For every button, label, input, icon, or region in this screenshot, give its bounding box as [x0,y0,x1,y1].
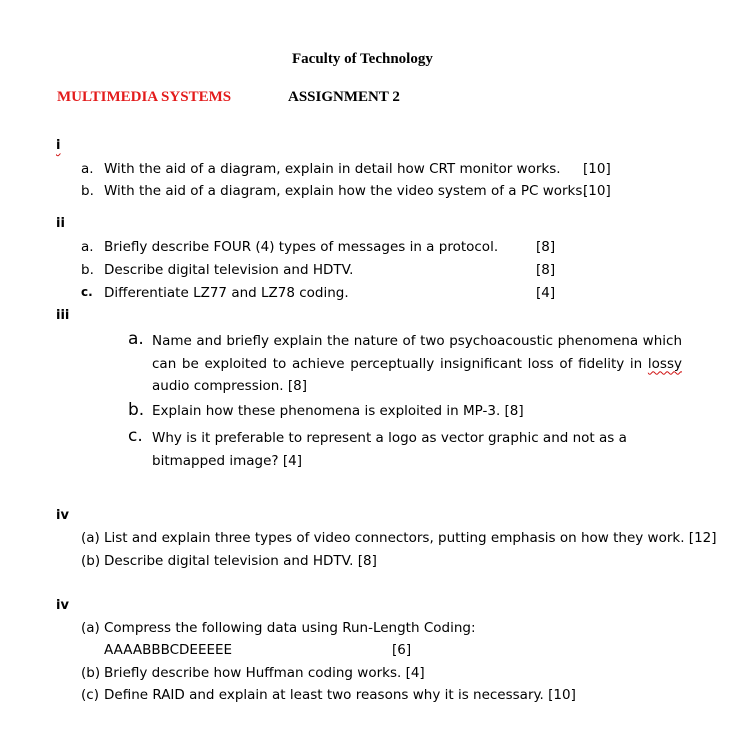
item-label: b. [128,400,145,420]
item-text: List and explain three types of video connectors, putting emphasis on how they work. [12] [104,530,717,546]
item-marks: [10] [583,161,611,177]
item-text-block [152,330,682,398]
item-text: With the aid of a diagram, explain how the video system of a PC works. [104,183,587,199]
section-numeral-iv: iv [56,598,69,613]
item-label: c. [81,285,93,299]
section-numeral-i: i [56,138,61,153]
item-label: (c) [81,687,99,703]
item-text: Compress the following data using Run-Length Coding: [104,620,476,636]
section-numeral-ii: ii [56,216,65,231]
item-label: b. [81,262,94,278]
item-text: Briefly describe how Huffman coding works. [4] [104,665,425,681]
faculty-heading: Faculty of Technology [292,51,433,67]
item-text: Define RAID and explain at least two reasons why it is necessary. [10] [104,687,576,703]
item-text: With the aid of a diagram, explain in detail how CRT monitor works. [104,161,561,177]
item-label: (a) [81,530,100,546]
assignment-title: ASSIGNMENT 2 [288,89,400,105]
item-marks: [8] [536,239,556,255]
spellcheck-word: lossy [647,355,682,372]
item-label: b. [81,183,94,199]
item-text: Differentiate LZ77 and LZ78 coding. [104,285,349,301]
item-text: Why is it preferable to represent a logo as vector graphic and not as a bitmapped image? [4] [152,430,627,469]
item-text: Describe digital television and HDTV. [104,262,354,278]
item-text: Briefly describe FOUR (4) types of messages in a protocol. [104,239,499,255]
item-label: (b) [81,553,101,569]
section-numeral-iv: iv [56,508,69,523]
item-text: Name and briefly explain the nature of two psychoacoustic phenomena which can be exploited to achieve perceptually insignificant loss of fidelity in [152,333,682,372]
rle-data: AAAABBBCDEEEEE [104,642,233,658]
item-label: a. [81,239,94,255]
item-label: c. [128,426,143,446]
item-marks: [6] [392,642,412,658]
course-title: MULTIMEDIA SYSTEMS [57,89,232,105]
item-text: Describe digital television and HDTV. [8] [104,553,377,569]
item-marks: [8] [536,262,556,278]
item-marks: [4] [536,285,556,301]
item-label: a. [128,329,144,349]
section-numeral-iii: iii [56,308,70,323]
item-label: a. [81,161,94,177]
item-label: (b) [81,665,101,681]
item-text: Explain how these phenomena is exploited in MP-3. [8] [152,403,524,419]
item-text: audio compression. [8] [152,378,307,394]
item-label: (a) [81,620,100,636]
item-marks: [10] [583,183,611,199]
